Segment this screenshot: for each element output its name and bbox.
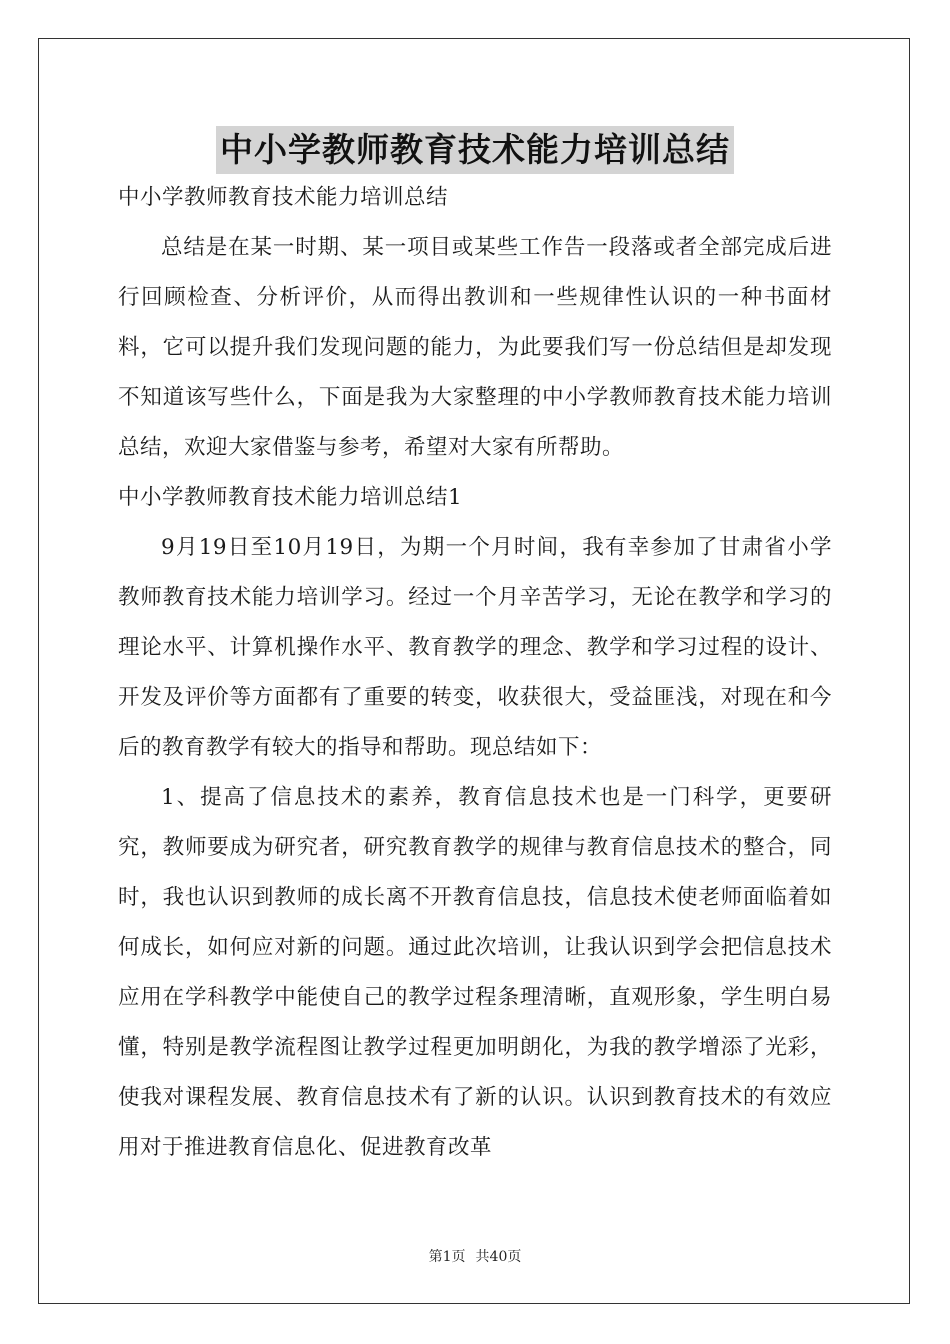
page-number: 第1页 [428,1249,466,1265]
body-paragraph: 1、提高了信息技术的素养，教育信息技术也是一门科学，更要研究，教师要成为研究者，研究教育教学的规律与教育信息技术的整合，同时，我也认识到教师的成长离不开教育信息技，信息技术使老师面临着如何成长，如何应对新的问题。通过此次培训，让我认识到学会把信息技术应用在学科教学中能使自己的教学过程条理清晰，直观形象，学生明白易懂，特别是教学流程图让教学过程更加明朗化，为我的教学增添了光彩，使我对课程发展、教育信息技术有了新的认识。认识到教育技术的有效应用对于推进教育信息化、促进教育改革 [118,785,832,1160]
page-footer [0,1246,950,1266]
document-title: 中小学教师教育技术能力培训总结 [216,126,734,174]
total-pages: 共40页 [475,1249,522,1265]
document-subtitle: 中小学教师教育技术能力培训总结 [118,185,449,210]
intro-paragraph: 总结是在某一时期、某一项目或某些工作告一段落或者全部完成后进行回顾检查、分析评价，从而得出教训和一些规律性认识的一种书面材料，它可以提升我们发现问题的能力，为此要我们写一份总结但是却发现不知道该写些什么，下面是我为大家整理的中小学教师教育技术能力培训总结，欢迎大家借鉴与参考，希望对大家有所帮助。 [118,235,832,460]
body-paragraph: 9月19日至10月19日，为期一个月时间，我有幸参加了甘肃省小学教师教育技术能力培训学习。经过一个月辛苦学习，无论在教学和学习的理论水平、计算机操作水平、教育教学的理念、教学和学习过程的设计、开发及评价等方面都有了重要的转变，收获很大，受益匪浅，对现在和今后的教育教学有较大的指导和帮助。现总结如下： [118,535,832,760]
section-heading: 中小学教师教育技术能力培训总结1 [118,485,463,510]
title-container [0,126,950,174]
